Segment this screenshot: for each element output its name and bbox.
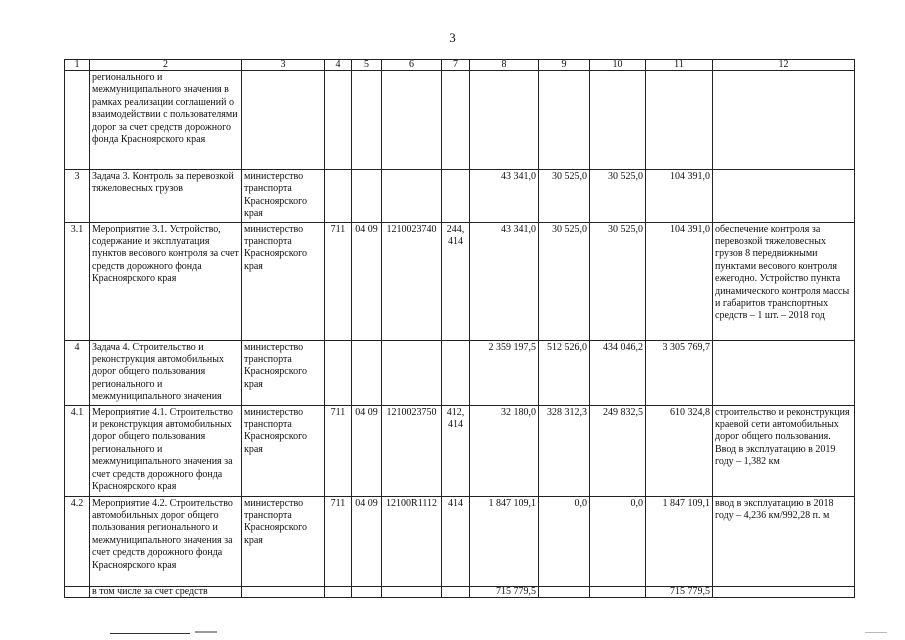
table-cell-col5 [352,340,382,405]
table-cell-col4 [325,170,352,223]
table-cell-col6 [382,71,442,170]
table-cell-col8: 2 359 197,5 [470,340,539,405]
table-cell-col1: 3.1 [65,222,90,340]
table-cell-col7 [442,586,470,597]
table-cell-col10 [590,586,646,597]
table-row [65,405,855,496]
table-cell-col2: Мероприятие 3.1. Устройство, содержание и эксплуатация пунктов весового контроля за счет средств дорожного фонда Красноярского края [90,222,242,340]
table-cell-col12 [713,586,855,597]
table-cell-col4: 711 [325,405,352,496]
table-cell-col9: 328 312,3 [539,405,590,496]
page-number: 3 [449,30,456,45]
col-header: 1 [65,60,90,71]
table-cell-col3 [242,586,325,597]
table-cell-col7: 414 [442,496,470,586]
table-cell-col6 [382,586,442,597]
table-cell-col6 [382,170,442,223]
table-cell-col9: 0,0 [539,496,590,586]
table-cell-col4 [325,586,352,597]
table-cell-col2: регионального и межмуниципального значения в рамках реализации соглашений о взаимодействии с пользователями дорог за счет средств дорожного фонда Красноярского края [90,71,242,170]
table-cell-col3: министерство транспорта Красноярского края [242,496,325,586]
table-cell-col10: 30 525,0 [590,222,646,340]
table-row [65,496,855,586]
table-row [65,340,855,405]
table-cell-col2: Задача 3. Контроль за перевозкой тяжеловесных грузов [90,170,242,223]
table-cell-col11: 715 779,5 [646,586,713,597]
table-cell-col6: 12100R1112 [382,496,442,586]
table-cell-col3: министерство транспорта Красноярского края [242,405,325,496]
table-cell-col12 [713,71,855,170]
table-cell-col9 [539,71,590,170]
table-cell-col5 [352,170,382,223]
table-cell-col11 [646,71,713,170]
col-header: 6 [382,60,442,71]
table-cell-col11: 104 391,0 [646,170,713,223]
table-cell-col5: 04 09 [352,405,382,496]
col-header: 11 [646,60,713,71]
table-cell-col1: 4.1 [65,405,90,496]
table-cell-col9: 30 525,0 [539,222,590,340]
footer-rule [110,633,190,634]
table-row [65,71,855,170]
table-cell-col3: министерство транспорта Красноярского края [242,170,325,223]
table-cell-col11: 3 305 769,7 [646,340,713,405]
table-cell-col2: в том числе за счет средств [90,586,242,597]
table-cell-col12 [713,170,855,223]
table-cell-col11: 1 847 109,1 [646,496,713,586]
table-cell-col4 [325,340,352,405]
table-cell-col10: 30 525,0 [590,170,646,223]
table-cell-col4: 711 [325,496,352,586]
col-header: 4 [325,60,352,71]
col-header: 8 [470,60,539,71]
table-cell-col12 [713,340,855,405]
table-cell-col9: 512 526,0 [539,340,590,405]
col-header: 9 [539,60,590,71]
table-cell-col12: ввод в эксплуатацию в 2018 году – 4,236 км/992,28 п. м [713,496,855,586]
table-cell-col3 [242,71,325,170]
table-cell-col11: 610 324,8 [646,405,713,496]
table-cell-col7 [442,340,470,405]
table-cell-col2: Мероприятие 4.1. Строительство и реконструкция автомобильных дорог общего пользования регионального и межмуниципального значения за счет средств дорожного фонда Красноярского края [90,405,242,496]
table-cell-col1 [65,71,90,170]
col-header: 3 [242,60,325,71]
table-cell-col1 [65,586,90,597]
footer-mark [195,631,217,633]
table-cell-col8: 715 779,5 [470,586,539,597]
table-cell-col8: 32 180,0 [470,405,539,496]
table-cell-col1: 3 [65,170,90,223]
footer-mark [865,632,887,633]
table-cell-col5 [352,71,382,170]
table-cell-col2: Мероприятие 4.2. Строительство автомобильных дорог общего пользования регионального и межмуниципального значения за счет средств дорожного фонда Красноярского края [90,496,242,586]
table-cell-col8: 43 341,0 [470,222,539,340]
table-cell-col9 [539,586,590,597]
table-cell-col8: 1 847 109,1 [470,496,539,586]
table-cell-col4: 711 [325,222,352,340]
table-cell-col3: министерство транспорта Красноярского края [242,222,325,340]
table-cell-col10 [590,71,646,170]
table-cell-col1: 4.2 [65,496,90,586]
table-cell-col10: 249 832,5 [590,405,646,496]
budget-table [64,59,855,598]
table-cell-col5: 04 09 [352,496,382,586]
col-header: 12 [713,60,855,71]
col-header: 2 [90,60,242,71]
col-header: 7 [442,60,470,71]
table-cell-col5: 04 09 [352,222,382,340]
table-row [65,170,855,223]
table-cell-col2: Задача 4. Строительство и реконструкция автомобильных дорог общего пользования регионального и межмуниципального значения [90,340,242,405]
table-cell-col6: 1210023750 [382,405,442,496]
table-cell-col12: обеспечение контроля за перевозкой тяжеловесных грузов 8 передвижными пунктами весового контроля ежегодно. Устройство пункта динамического контроля массы и габаритов транспортных средств – 1 шт. – 2018 год [713,222,855,340]
table-cell-col8: 43 341,0 [470,170,539,223]
table-cell-col6 [382,340,442,405]
table-cell-col7 [442,170,470,223]
table-cell-col7 [442,71,470,170]
table-cell-col7: 412, 414 [442,405,470,496]
table-cell-col7: 244, 414 [442,222,470,340]
table-cell-col12: строительство и реконструкция краевой сети автомобильных дорог общего пользования. Ввод в эксплуатацию в 2019 году – 1,382 км [713,405,855,496]
table-cell-col8 [470,71,539,170]
col-header: 10 [590,60,646,71]
table-cell-col4 [325,71,352,170]
header-row [65,60,855,71]
table-cell-col5 [352,586,382,597]
table-cell-col6: 1210023740 [382,222,442,340]
table-cell-col1: 4 [65,340,90,405]
table-cell-col10: 434 046,2 [590,340,646,405]
table-row [65,586,855,597]
table-cell-col3: министерство транспорта Красноярского края [242,340,325,405]
table-row [65,222,855,340]
table-cell-col9: 30 525,0 [539,170,590,223]
table-cell-col11: 104 391,0 [646,222,713,340]
col-header: 5 [352,60,382,71]
table-cell-col10: 0,0 [590,496,646,586]
